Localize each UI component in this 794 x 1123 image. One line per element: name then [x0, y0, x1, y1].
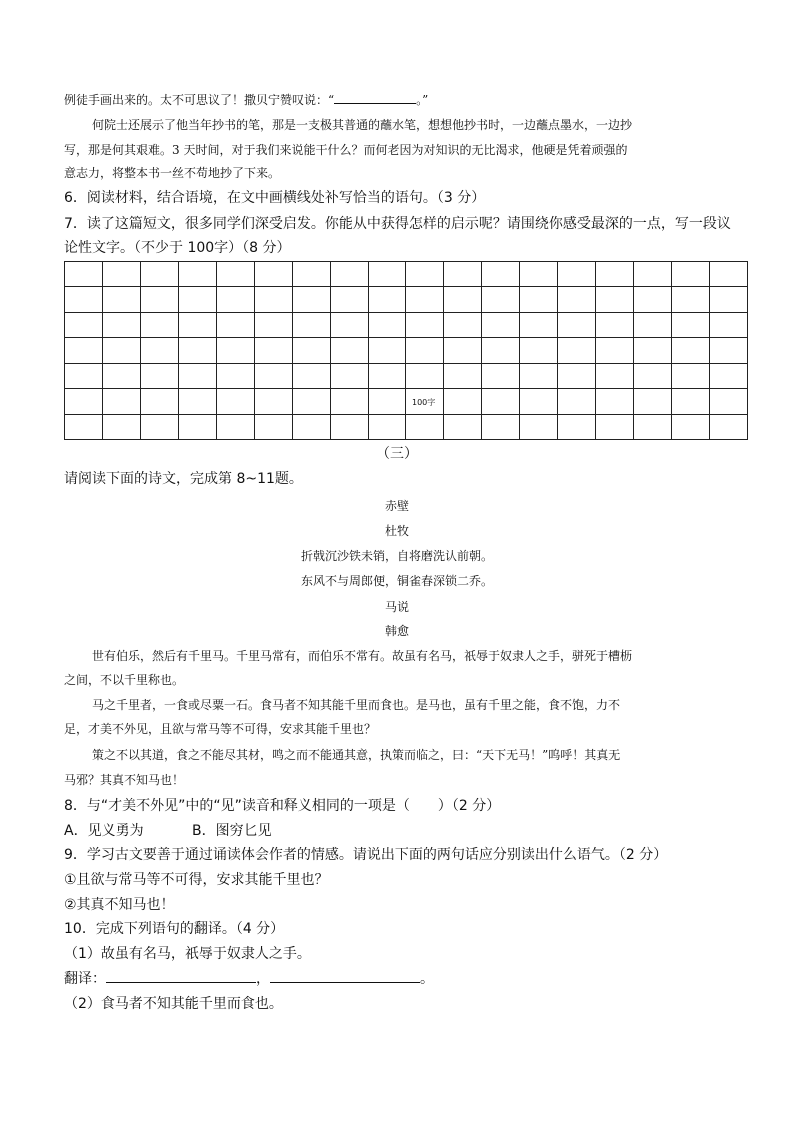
- grid-cell[interactable]: [520, 312, 558, 337]
- grid-cell[interactable]: [520, 338, 558, 363]
- grid-cell[interactable]: [102, 338, 140, 363]
- grid-cell[interactable]: [254, 363, 292, 388]
- grid-row: [65, 287, 748, 312]
- grid-cell[interactable]: [216, 287, 254, 312]
- essay-p3-line-2: 马邪？其真不知马也！: [64, 773, 185, 787]
- grid-cell[interactable]: [140, 338, 178, 363]
- passage-text: 例徒手画出来的。太不可思议了！撒贝宁赞叹说：“: [64, 93, 335, 107]
- grid-cell[interactable]: [634, 338, 672, 363]
- grid-cell[interactable]: [634, 287, 672, 312]
- grid-cell[interactable]: [65, 363, 103, 388]
- grid-cell[interactable]: [709, 287, 747, 312]
- grid-cell[interactable]: [178, 287, 216, 312]
- grid-cell[interactable]: [65, 312, 103, 337]
- grid-cell[interactable]: [444, 363, 482, 388]
- grid-cell[interactable]: [65, 414, 103, 439]
- grid-cell[interactable]: [368, 287, 406, 312]
- grid-cell[interactable]: [520, 363, 558, 388]
- essay-p3-line-1: 策之不以其道，食之不能尽其材，鸣之而不能通其意，执策而临之，曰：“天下无马！”呜呼！其真无: [92, 748, 621, 762]
- grid-cell[interactable]: [216, 389, 254, 414]
- grid-cell[interactable]: [65, 262, 103, 287]
- grid-cell[interactable]: [558, 389, 596, 414]
- section-heading: （三）: [376, 446, 418, 462]
- grid-cell[interactable]: [558, 312, 596, 337]
- question-9-sentence-2: ②其真不知马也！: [64, 897, 175, 913]
- grid-cell[interactable]: [102, 389, 140, 414]
- section-intro: 请阅读下面的诗文，完成第 8~11题。: [64, 471, 303, 487]
- grid-cell[interactable]: [596, 414, 634, 439]
- passage-line-3: 写，那是何其艰难。3 天时间，对于我们来说能干什么？而何老因为对知识的无比渴求，他硬是凭着顽强的: [64, 143, 628, 157]
- grid-cell[interactable]: [330, 312, 368, 337]
- essay-p2-line-1: 马之千里者，一食或尽粟一石。食马者不知其能千里而食也。是马也，虽有千里之能，食不饱，力不: [92, 698, 621, 712]
- grid-cell[interactable]: [406, 287, 444, 312]
- grid-cell[interactable]: [65, 287, 103, 312]
- grid-cell[interactable]: [65, 338, 103, 363]
- question-10: 10．完成下列语句的翻译。（4 分）: [64, 921, 285, 937]
- grid-cell[interactable]: [634, 262, 672, 287]
- grid-cell[interactable]: [634, 363, 672, 388]
- grid-cell[interactable]: [709, 312, 747, 337]
- grid-cell[interactable]: [444, 287, 482, 312]
- grid-cell[interactable]: [140, 287, 178, 312]
- grid-row: [65, 262, 748, 287]
- grid-cell[interactable]: [292, 363, 330, 388]
- grid-cell[interactable]: [520, 389, 558, 414]
- grid-cell[interactable]: [672, 312, 710, 337]
- grid-cell[interactable]: [672, 262, 710, 287]
- essay-p1-line-2: 之间，不以千里称也。: [64, 673, 185, 687]
- grid-cell[interactable]: [254, 389, 292, 414]
- poem-author: 杜牧: [384, 524, 409, 538]
- grid-cell[interactable]: [482, 262, 520, 287]
- poem-line-2: 东风不与周郎便，铜雀春深锁二乔。: [300, 574, 493, 588]
- grid-row: [65, 338, 748, 363]
- grid-cell[interactable]: [292, 338, 330, 363]
- grid-cell[interactable]: [482, 414, 520, 439]
- grid-cell[interactable]: [482, 312, 520, 337]
- grid-cell[interactable]: [368, 262, 406, 287]
- grid-cell[interactable]: [292, 414, 330, 439]
- essay-p2-line-2: 足，才美不外见，且欲与常马等不可得，安求其能千里也？: [64, 722, 377, 736]
- essay-title: 马说: [384, 600, 409, 614]
- grid-cell[interactable]: [596, 363, 634, 388]
- question-7-line-1: 7．读了这篇短文，很多同学们深受启发。你能从中获得怎样的启示呢？请围绕你感受最深的一点，写一段议: [64, 216, 731, 232]
- grid-cell[interactable]: [330, 363, 368, 388]
- essay-author: 韩愈: [384, 624, 409, 638]
- grid-cell[interactable]: [292, 312, 330, 337]
- grid-cell[interactable]: [368, 338, 406, 363]
- grid-cell[interactable]: [406, 338, 444, 363]
- grid-cell[interactable]: [216, 414, 254, 439]
- grid-cell[interactable]: [330, 389, 368, 414]
- grid-cell[interactable]: [102, 414, 140, 439]
- passage-line-4: 意志力，将整本书一丝不苟地抄了下来。: [64, 166, 281, 180]
- passage-line-2: 何院士还展示了他当年抄书的笔，那是一支极其普通的蘸水笔，想想他抄书时，一边蘸点墨水，一边抄: [92, 118, 633, 132]
- grid-cell[interactable]: [102, 312, 140, 337]
- grid-cell[interactable]: [634, 312, 672, 337]
- grid-cell[interactable]: [672, 287, 710, 312]
- grid-cell[interactable]: [634, 414, 672, 439]
- grid-cell[interactable]: [178, 312, 216, 337]
- question-6: 6．阅读材料，结合语境，在文中画横线处补写恰当的语句。（3 分）: [64, 190, 486, 206]
- grid-cell[interactable]: [558, 363, 596, 388]
- grid-cell[interactable]: [368, 389, 406, 414]
- poem-title: 赤壁: [384, 499, 409, 513]
- poem-line-1: 折戟沉沙铁未销，自将磨洗认前朝。: [300, 549, 493, 563]
- grid-cell[interactable]: [216, 312, 254, 337]
- grid-cell[interactable]: [178, 363, 216, 388]
- grid-cell[interactable]: [672, 338, 710, 363]
- grid-cell[interactable]: [406, 363, 444, 388]
- passage-text-end: 。”: [416, 93, 429, 107]
- grid-row: [65, 389, 748, 414]
- grid-cell[interactable]: [254, 287, 292, 312]
- grid-cell[interactable]: [444, 312, 482, 337]
- grid-cell[interactable]: [102, 287, 140, 312]
- grid-cell[interactable]: [216, 262, 254, 287]
- grid-cell[interactable]: [102, 363, 140, 388]
- grid-cell[interactable]: [140, 363, 178, 388]
- grid-cell[interactable]: [672, 363, 710, 388]
- writing-grid[interactable]: [64, 261, 748, 440]
- grid-cell[interactable]: [596, 312, 634, 337]
- grid-cell[interactable]: [368, 363, 406, 388]
- grid-cell[interactable]: [596, 287, 634, 312]
- grid-cell[interactable]: [65, 389, 103, 414]
- grid-cell[interactable]: [216, 338, 254, 363]
- grid-cell[interactable]: [672, 414, 710, 439]
- grid-cell[interactable]: [140, 389, 178, 414]
- grid-cell[interactable]: [178, 338, 216, 363]
- answer-blank-q6[interactable]: [334, 91, 416, 104]
- grid-row: [65, 312, 748, 337]
- question-9-sentence-1: ①且欲与常马等不可得，安求其能千里也？: [64, 872, 329, 888]
- translation-comma: ，: [256, 971, 270, 987]
- grid-row: [65, 414, 748, 439]
- grid-cell[interactable]: [482, 389, 520, 414]
- grid-cell[interactable]: [596, 389, 634, 414]
- essay-p1-line-1: 世有伯乐，然后有千里马。千里马常有，而伯乐不常有。故虽有名马，祇辱于奴隶人之手，骈死于槽枥: [92, 649, 633, 663]
- question-7-line-2: 论性文字。（不少于 100字）（8 分）: [64, 240, 291, 256]
- grid-cell[interactable]: [482, 363, 520, 388]
- grid-cell[interactable]: [596, 262, 634, 287]
- grid-cell[interactable]: [558, 262, 596, 287]
- grid-cell[interactable]: [558, 414, 596, 439]
- grid-cell[interactable]: [520, 414, 558, 439]
- grid-cell[interactable]: [482, 287, 520, 312]
- question-10-sentence-2: （2）食马者不知其能千里而食也。: [64, 996, 283, 1012]
- grid-cell[interactable]: [406, 312, 444, 337]
- grid-100-char-marker: 100字: [412, 398, 436, 407]
- grid-cell[interactable]: [558, 287, 596, 312]
- grid-cell[interactable]: [444, 338, 482, 363]
- grid-cell[interactable]: [330, 262, 368, 287]
- question-8-option-b[interactable]: B．图穷匕见: [192, 823, 272, 839]
- grid-cell[interactable]: [709, 338, 747, 363]
- grid-cell[interactable]: [254, 338, 292, 363]
- grid-cell[interactable]: [140, 414, 178, 439]
- grid-cell[interactable]: [178, 389, 216, 414]
- grid-row: [65, 363, 748, 388]
- grid-cell[interactable]: [140, 312, 178, 337]
- grid-cell[interactable]: [709, 363, 747, 388]
- grid-cell[interactable]: [709, 389, 747, 414]
- grid-cell[interactable]: [520, 262, 558, 287]
- question-10-sentence-1: （1）故虽有名马，祇辱于奴隶人之手。: [64, 946, 311, 962]
- grid-cell[interactable]: [292, 389, 330, 414]
- grid-cell[interactable]: [178, 414, 216, 439]
- translation-period: 。: [420, 971, 434, 987]
- grid-cell[interactable]: [444, 414, 482, 439]
- grid-cell[interactable]: [406, 262, 444, 287]
- grid-cell[interactable]: [709, 262, 747, 287]
- passage-line-1: [64, 91, 428, 109]
- grid-cell[interactable]: [444, 262, 482, 287]
- grid-cell[interactable]: [368, 312, 406, 337]
- grid-cell[interactable]: [140, 262, 178, 287]
- grid-cell[interactable]: [292, 287, 330, 312]
- grid-cell[interactable]: [672, 389, 710, 414]
- grid-cell[interactable]: [254, 312, 292, 337]
- grid-cell[interactable]: [330, 287, 368, 312]
- grid-cell[interactable]: [520, 287, 558, 312]
- grid-cell[interactable]: [292, 262, 330, 287]
- grid-cell[interactable]: [178, 262, 216, 287]
- grid-cell[interactable]: [634, 389, 672, 414]
- grid-cell[interactable]: [368, 414, 406, 439]
- question-9: 9．学习古文要善于通过诵读体会作者的情感。请说出下面的两句话应分别读出什么语气。（2 分）: [64, 847, 668, 863]
- grid-cell[interactable]: [596, 338, 634, 363]
- grid-cell[interactable]: [444, 389, 482, 414]
- grid-cell[interactable]: [216, 363, 254, 388]
- translation-blank-1[interactable]: [106, 970, 256, 983]
- grid-cell[interactable]: [709, 414, 747, 439]
- grid-cell[interactable]: [406, 414, 444, 439]
- translation-line: [64, 970, 434, 988]
- grid-cell[interactable]: [482, 338, 520, 363]
- grid-cell[interactable]: [330, 414, 368, 439]
- question-8: 8．与“才美不外见”中的“见”读音和释义相同的一项是（ ）（2 分）: [64, 798, 501, 814]
- grid-cell[interactable]: [330, 338, 368, 363]
- translation-label: 翻译：: [64, 971, 106, 987]
- grid-cell[interactable]: [558, 338, 596, 363]
- grid-cell[interactable]: [254, 262, 292, 287]
- grid-cell[interactable]: [254, 414, 292, 439]
- grid-cell[interactable]: [102, 262, 140, 287]
- question-8-option-a[interactable]: A．见义勇为: [64, 823, 144, 839]
- translation-blank-2[interactable]: [270, 970, 420, 983]
